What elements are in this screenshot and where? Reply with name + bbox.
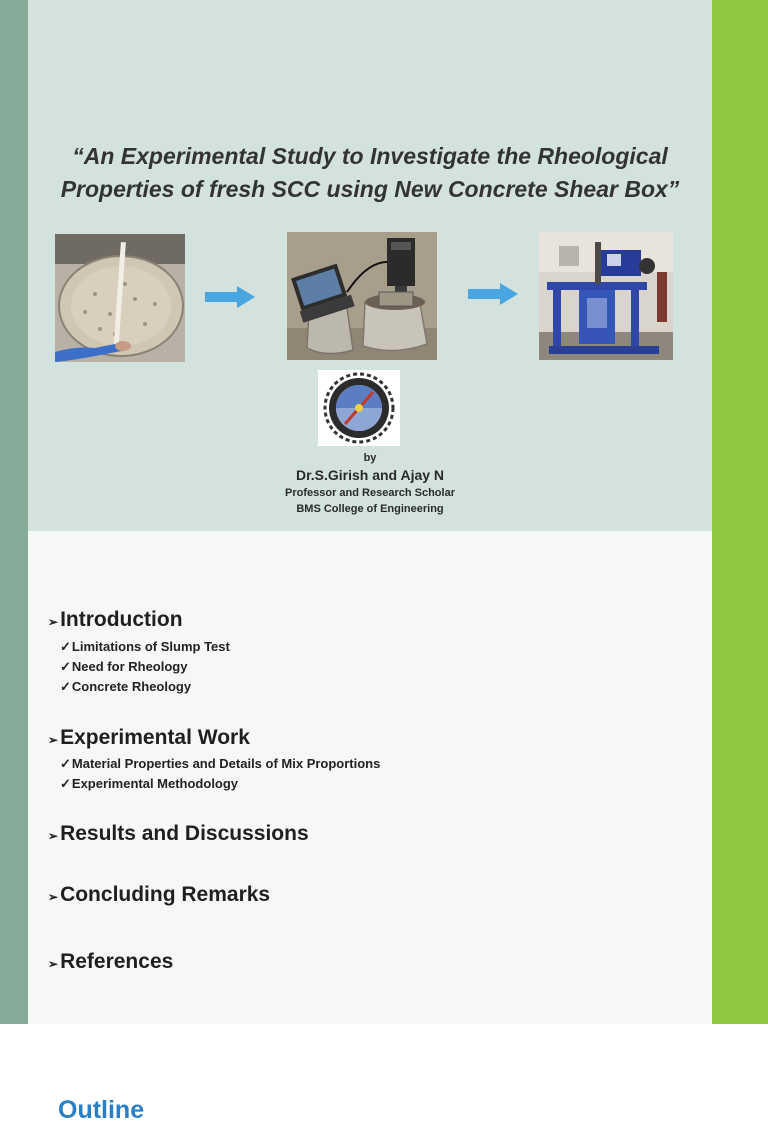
right-arrow-icon — [468, 283, 518, 305]
outline-subitem-label: Concrete Rheology — [71, 679, 192, 694]
arrow-bullet-icon: ➢ — [48, 615, 59, 629]
outline-item-concluding-remarks — [48, 883, 270, 907]
outline-subitem — [60, 639, 230, 655]
outline-subitem — [60, 659, 187, 675]
outline-subitem — [60, 756, 380, 772]
outline-item-references — [48, 950, 173, 974]
outline-item-label: Experimental Work — [60, 726, 250, 749]
shear-box-photo — [287, 232, 437, 360]
outline-subitem-label: Material Properties and Details of Mix Proportions — [71, 756, 381, 771]
title-slide — [28, 0, 712, 531]
right-accent-bar — [712, 0, 768, 1024]
outline-subitem-label: Experimental Methodology — [71, 776, 239, 791]
outline-subitem — [60, 776, 238, 792]
author-byline — [228, 451, 512, 517]
author-role: Professor and Research Scholar — [285, 487, 455, 499]
college-emblem-icon — [318, 370, 400, 446]
author-names: Dr.S.Girish and Ajay N — [295, 467, 445, 483]
slide-title-line-2: Properties of fresh SCC using New Concrete Shear Box” — [60, 176, 680, 202]
outline-item-results — [48, 822, 309, 846]
arrow-bullet-icon: ➢ — [48, 733, 59, 747]
outline-subitem-label: Need for Rheology — [71, 659, 188, 674]
outline-item-label: References — [60, 950, 174, 973]
arrow-bullet-icon: ➢ — [48, 890, 59, 904]
institution-name: BMS College of Engineering — [296, 503, 444, 515]
check-mark-icon: ✓ — [60, 756, 71, 771]
check-mark-icon: ✓ — [60, 679, 71, 694]
left-accent-bar — [0, 0, 28, 1024]
outline-item-label: Results and Discussions — [60, 822, 309, 845]
slump-flow-photo — [55, 234, 185, 362]
right-arrow-icon — [205, 286, 255, 308]
slide-title — [28, 140, 712, 206]
rheometer-machine-photo — [539, 232, 673, 360]
outline-subitem — [60, 679, 191, 695]
outline-item-introduction — [48, 608, 183, 632]
outline-item-experimental-work — [48, 726, 250, 750]
slide-title-line-1: “An Experimental Study to Investigate the Rheological — [72, 143, 668, 169]
outline-subitem-label: Limitations of Slump Test — [71, 639, 230, 654]
check-mark-icon: ✓ — [60, 776, 71, 791]
arrow-bullet-icon: ➢ — [48, 829, 59, 843]
outline-item-label: Introduction — [60, 608, 183, 631]
by-label: by — [363, 452, 377, 464]
check-mark-icon: ✓ — [60, 659, 71, 674]
outline-item-label: Concluding Remarks — [60, 883, 271, 906]
arrow-bullet-icon: ➢ — [48, 957, 59, 971]
check-mark-icon: ✓ — [60, 639, 71, 654]
outline-slide — [28, 531, 712, 1124]
outline-heading: Outline — [58, 1096, 145, 1124]
